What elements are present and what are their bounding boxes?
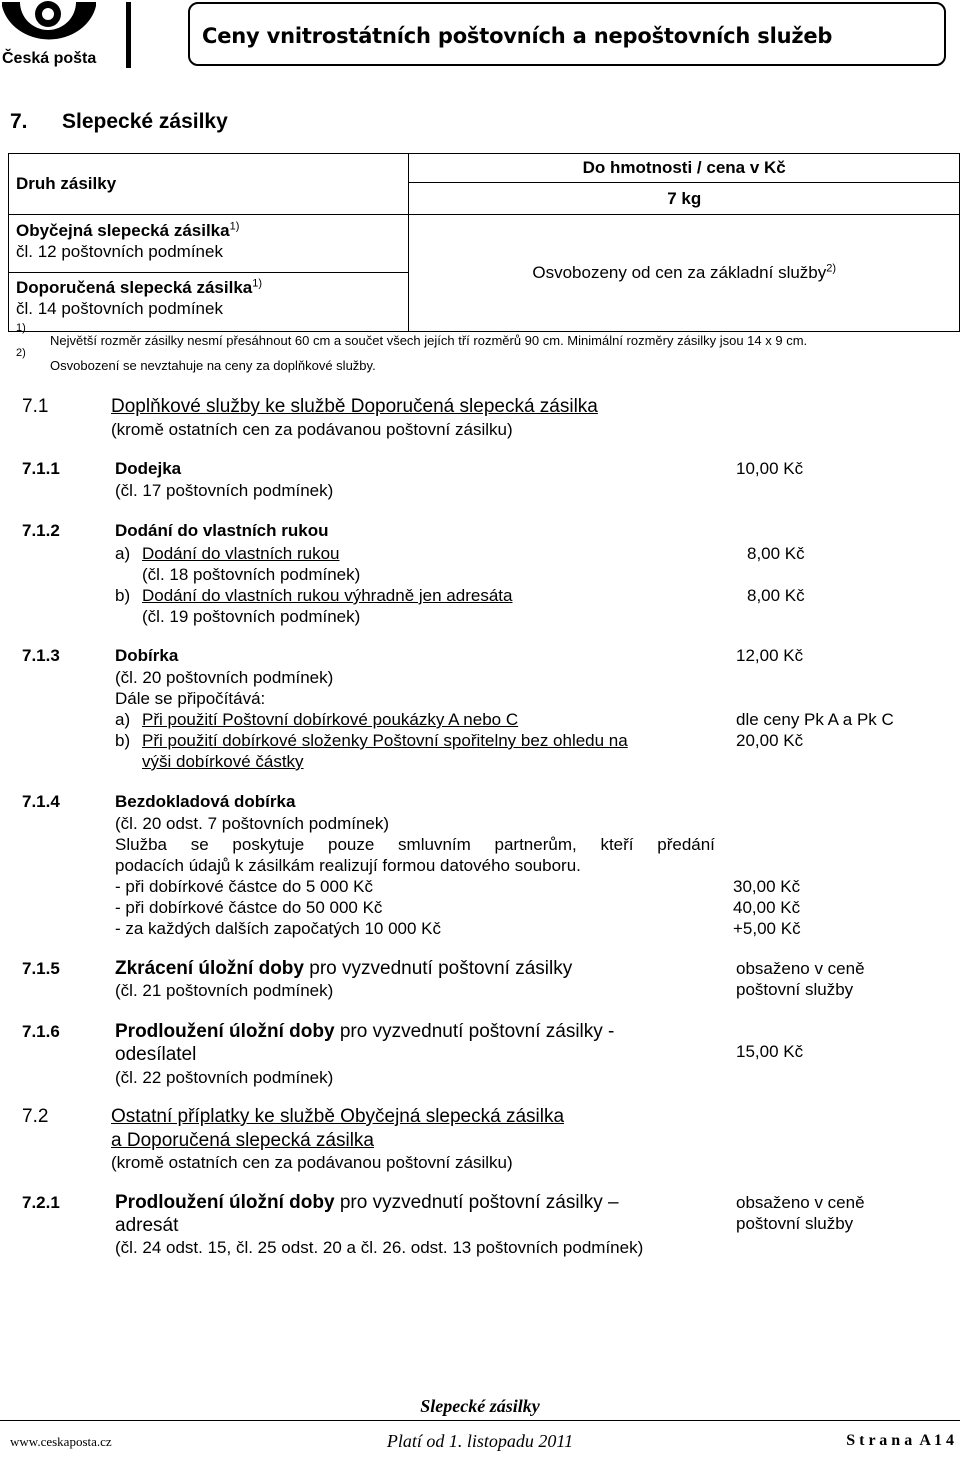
item-title-bold: Zkrácení úložní doby bbox=[115, 958, 304, 979]
word: poskytuje bbox=[232, 835, 305, 854]
item-extra: Dále se připočítává: bbox=[115, 689, 266, 708]
item-option: Dodání do vlastních rukou výhradně jen adresáta bbox=[142, 586, 513, 605]
item-option: výši dobírkové částky bbox=[142, 752, 304, 771]
item-number: 7.1.4 bbox=[22, 792, 60, 811]
word: kteří bbox=[600, 835, 634, 854]
item-ref: (čl. 20 odst. 7 poštovních podmínek) bbox=[115, 814, 390, 833]
post-horn-icon bbox=[0, 0, 100, 50]
price-line: poštovní služby bbox=[736, 980, 854, 999]
item-title: Dobírka bbox=[115, 646, 179, 665]
item-option: Při použití Poštovní dobírkové poukázky A nebo C bbox=[142, 710, 519, 729]
word: se bbox=[190, 835, 209, 854]
list-prefix: a) bbox=[115, 544, 131, 563]
price: 10,00 Kč bbox=[736, 459, 804, 478]
word: smluvním bbox=[398, 835, 471, 854]
price: 12,00 Kč bbox=[736, 646, 804, 665]
word: partnerům, bbox=[494, 835, 577, 854]
footnote-mark: 1) bbox=[252, 277, 263, 290]
item-option: Při použití dobírkové složenky Poštovní spořitelny bez ohledu na bbox=[142, 731, 628, 750]
price: 20,00 Kč bbox=[736, 731, 804, 750]
price: 8,00 Kč bbox=[747, 586, 805, 605]
item-title-rest: pro vyzvednutí poštovní zásilky bbox=[303, 958, 573, 979]
item-title bbox=[115, 1021, 614, 1043]
footer-section-name: Slepecké zásilky bbox=[420, 1396, 540, 1416]
price: +5,00 Kč bbox=[733, 919, 801, 938]
item-title: Dodejka bbox=[115, 459, 182, 478]
subsection-subtitle: (kromě ostatních cen za podávanou poštovní zásilku) bbox=[111, 420, 513, 439]
subsection-subtitle: (kromě ostatních cen za podávanou poštovní zásilku) bbox=[111, 1153, 513, 1172]
page-header-title: Ceny vnitrostátních poštovních a nepoštovních služeb bbox=[202, 24, 833, 48]
list-prefix: a) bbox=[115, 710, 131, 729]
item-ref: (čl. 21 poštovních podmínek) bbox=[115, 981, 334, 1000]
value-cell bbox=[409, 215, 960, 332]
item-title-rest: pro vyzvednutí poštovní zásilky - bbox=[334, 1021, 615, 1042]
item-name: Doporučená slepecká zásilka bbox=[16, 278, 253, 297]
col-header-type: Druh zásilky bbox=[9, 154, 409, 215]
weight-cell: 7 kg bbox=[409, 183, 960, 215]
item-number: 7.2.1 bbox=[22, 1193, 60, 1212]
col-header-weight-price: Do hmotnosti / cena v Kč bbox=[409, 154, 960, 183]
price-line: obsaženo v ceně bbox=[736, 959, 865, 978]
list-item: - při dobírkové částce do 50 000 Kč bbox=[115, 898, 383, 917]
item-title: Bezdokladová dobírka bbox=[115, 792, 296, 811]
footer-valid-from: Platí od 1. listopadu 2011 bbox=[386, 1431, 574, 1451]
section-number: 7.2 bbox=[22, 1106, 49, 1127]
section-number: 7.1 bbox=[22, 396, 49, 417]
price: 30,00 Kč bbox=[733, 877, 801, 896]
item-title-bold: Prodloužení úložní doby bbox=[115, 1192, 335, 1213]
header-divider bbox=[126, 2, 131, 68]
section-title-text: Slepecké zásilky bbox=[62, 110, 228, 133]
list-item: - při dobírkové částce do 5 000 Kč bbox=[115, 877, 373, 896]
subsection-title: a Doporučená slepecká zásilka bbox=[111, 1130, 374, 1151]
price: 40,00 Kč bbox=[733, 898, 801, 917]
item-title-line2: odesílatel bbox=[115, 1044, 197, 1065]
item-note: čl. 14 poštovních podmínek bbox=[16, 299, 223, 318]
footnote-text: Největší rozměr zásilky nesmí přesáhnout 60 cm a součet všech jejích tří rozměrů 90 cm. Minimální rozměry zásilky jsou 14 x 9 cm. bbox=[50, 333, 808, 348]
price-table bbox=[8, 153, 960, 332]
price: 15,00 Kč bbox=[736, 1042, 804, 1061]
item-description-line: podacích údajů k zásilkám realizují formou datového souboru. bbox=[115, 856, 581, 875]
item-ref: (čl. 17 poštovních podmínek) bbox=[115, 481, 334, 500]
word: pouze bbox=[327, 835, 375, 854]
footnote-mark: 1) bbox=[229, 220, 240, 233]
item-ref: (čl. 19 poštovních podmínek) bbox=[142, 607, 361, 626]
footnote-mark: 2) bbox=[16, 347, 26, 359]
section-title bbox=[10, 110, 228, 134]
item-number: 7.1.1 bbox=[22, 459, 60, 478]
item-description-line bbox=[115, 835, 715, 855]
item-title bbox=[115, 1192, 619, 1214]
item-title bbox=[115, 958, 572, 980]
item-number: 7.1.6 bbox=[22, 1022, 60, 1041]
item-ref: (čl. 22 poštovních podmínek) bbox=[115, 1068, 334, 1087]
item-option: Dodání do vlastních rukou bbox=[142, 544, 340, 563]
word: předání bbox=[657, 835, 715, 854]
table-row bbox=[9, 273, 409, 332]
subsection-title: Ostatní příplatky ke službě Obyčejná slepecká zásilka bbox=[111, 1106, 565, 1127]
footer-website: www.ceskaposta.cz bbox=[10, 1434, 112, 1449]
price: 8,00 Kč bbox=[747, 544, 805, 563]
item-ref: (čl. 18 poštovních podmínek) bbox=[142, 565, 361, 584]
footer-page-number: S t r a n a A 1 4 bbox=[846, 1432, 954, 1449]
item-ref: (čl. 24 odst. 15, čl. 25 odst. 20 a čl. 26. odst. 13 poštovních podmínek) bbox=[115, 1238, 644, 1257]
footnote-mark: 1) bbox=[16, 322, 26, 334]
item-name: Obyčejná slepecká zásilka bbox=[16, 221, 230, 240]
price-line: obsaženo v ceně bbox=[736, 1193, 865, 1212]
item-title-line2: adresát bbox=[115, 1215, 179, 1236]
item-number: 7.1.3 bbox=[22, 646, 60, 665]
item-title-rest: pro vyzvednutí poštovní zásilky – bbox=[334, 1192, 619, 1213]
footnote-text: Osvobození se nevztahuje na ceny za doplňkové služby. bbox=[50, 358, 376, 373]
subsection-title: Doplňkové služby ke službě Doporučená slepecká zásilka bbox=[111, 396, 598, 417]
word: Služba bbox=[115, 835, 167, 854]
section-number: 7. bbox=[10, 110, 28, 133]
table-row bbox=[9, 215, 409, 273]
item-title: Dodání do vlastních rukou bbox=[115, 521, 329, 540]
item-ref: (čl. 20 poštovních podmínek) bbox=[115, 668, 334, 687]
footnote-mark: 2) bbox=[826, 262, 837, 275]
list-item: - za každých dalších započatých 10 000 Kč bbox=[115, 919, 442, 938]
item-note: čl. 12 poštovních podmínek bbox=[16, 242, 223, 261]
list-prefix: b) bbox=[115, 586, 131, 605]
price: dle ceny Pk A a Pk C bbox=[736, 710, 894, 729]
footer-divider bbox=[0, 1420, 960, 1421]
logo-text: Česká pošta bbox=[2, 50, 97, 67]
item-number: 7.1.2 bbox=[22, 521, 60, 540]
item-title-bold: Prodloužení úložní doby bbox=[115, 1021, 335, 1042]
list-prefix: b) bbox=[115, 731, 131, 750]
value-text: Osvobozeny od cen za základní služby bbox=[532, 263, 827, 282]
item-number: 7.1.5 bbox=[22, 959, 60, 978]
price-line: poštovní služby bbox=[736, 1214, 854, 1233]
